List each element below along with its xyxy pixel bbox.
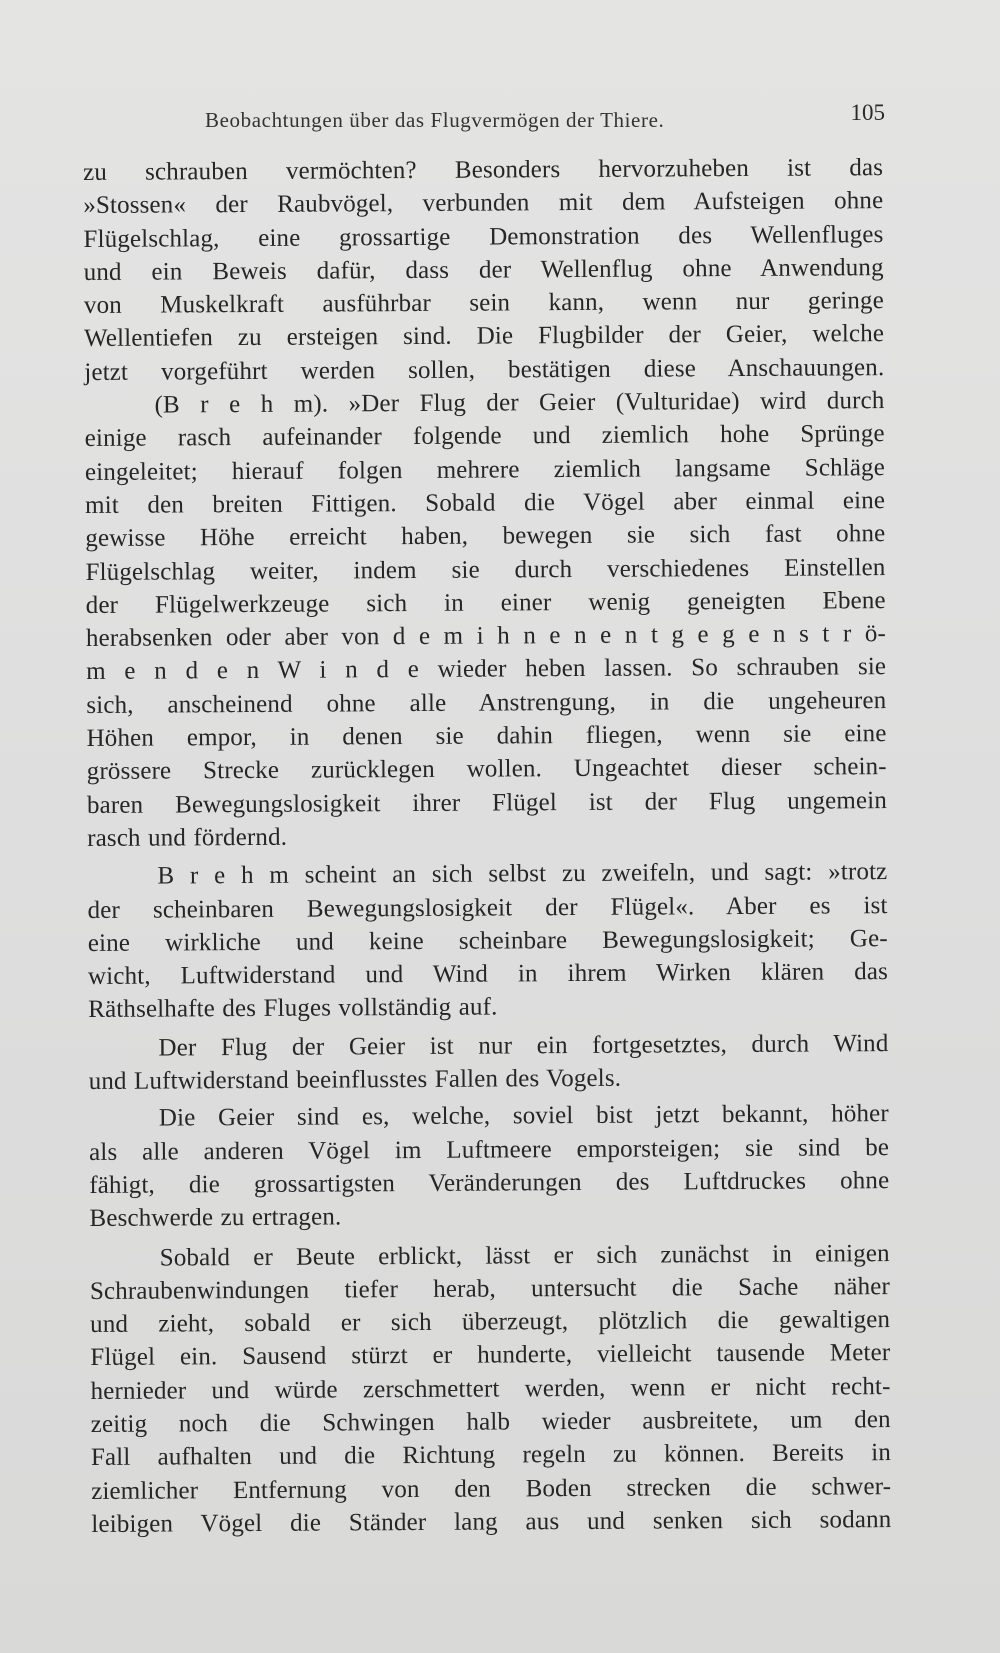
text-line: eingeleitet; hierauf folgen mehrere ziemlich langsame Schläge <box>84 453 885 486</box>
text-line: hernieder und würde zerschmettert werden, wenn er nicht recht- <box>90 1372 891 1405</box>
text-line: Wellentiefen zu ersteigen sind. Die Flugbilder der Geier, welche <box>84 320 885 353</box>
text-line: ziemlicher Entfernung von den Boden strecken die schwer- <box>91 1472 892 1505</box>
text-line: Flügel ein. Sausend stürzt er hunderte, vielleicht tausende Meter <box>90 1339 891 1372</box>
text-line: B r e h m scheint an sich selbst zu zweifeln, und sagt: »trotz <box>157 858 888 890</box>
text-line: als alle anderen Vögel im Luftmeere emporsteigen; sie sind be <box>89 1133 890 1166</box>
text-line: baren Bewegungslosigkeit ihrer Flügel ist der Flug ungemein <box>86 786 888 819</box>
text-line: Höhen empor, in denen sie dahin fliegen, wenn sie eine <box>86 720 887 753</box>
text-line: rasch und fördernd. <box>87 823 288 852</box>
running-head: Beobachtungen über das Flugvermögen der Thiere. <box>205 108 665 132</box>
text-line: Beschwerde zu ertragen. <box>89 1203 342 1233</box>
text-line: Der Flug der Geier ist nur ein fortgesetztes, durch Wind <box>158 1029 889 1062</box>
text-line: zeitig noch die Schwingen halb wieder ausbreitete, um den <box>90 1406 891 1438</box>
text-line: der scheinbaren Bewegungslosigkeit der Flügel«. Aber es ist <box>87 891 888 924</box>
text-line: einige rasch aufeinander folgende und ziemlich hohe Sprünge <box>84 420 885 453</box>
text-line: und ein Beweis dafür, dass der Wellenflug ohne Anwendung <box>83 254 884 286</box>
text-line: fähigt, die grossartigsten Veränderungen des Luftdruckes ohne <box>89 1167 890 1199</box>
text-line: wicht, Luftwiderstand und Wind in ihrem Wirken klären das <box>87 958 889 991</box>
text-line: jetzt vorgeführt werden sollen, bestätigen diese Anschauungen. <box>84 353 885 386</box>
text-line: gewisse Höhe erreicht haben, bewegen sie sich fast ohne <box>85 520 886 553</box>
text-line: herabsenken oder aber von d e m i h n e n e n t g e g e n s t r ö- <box>85 620 887 653</box>
text-line: leibigen Vögel die Ständer lang aus und senken sich sodann <box>91 1505 892 1538</box>
text-line: der Flügelwerkzeuge sich in einer wenig geneigten Ebene <box>85 586 886 619</box>
text-line: Schraubenwindungen tiefer herab, untersucht die Sache näher <box>89 1272 891 1305</box>
text-line: mit den breiten Fittigen. Sobald die Vögel aber einmal eine <box>85 487 886 519</box>
text-line: zu schrauben vermöchten? Besonders hervorzuheben ist das <box>83 154 884 186</box>
text-line: Flügelschlag, eine grossartige Demonstration des Wellenfluges <box>83 220 884 253</box>
text-line: m e n d e n W i n d e wieder heben lassen. So schrauben sie <box>86 653 887 686</box>
text-line: sich, anscheinend ohne alle Anstrengung, in die ungeheuren <box>86 686 887 719</box>
text-line: und Luftwiderstand beeinflusstes Fallen des Vogels. <box>88 1064 622 1095</box>
text-line: Die Geier sind es, welche, soviel bist jetzt bekannt, höher <box>158 1100 889 1132</box>
page-header <box>205 96 885 136</box>
text-line: grössere Strecke zurücklegen wollen. Ungeachtet dieser schein- <box>86 753 887 786</box>
page-number: 105 <box>850 100 885 125</box>
text-line: von Muskelkraft ausführbar sein kann, wenn nur geringe <box>83 287 884 320</box>
text-line: Räthselhafte des Fluges vollständig auf. <box>88 993 498 1024</box>
text-line: (B r e h m). »Der Flug der Geier (Vulturidae) wird durch <box>154 387 885 419</box>
text-line: Fall aufhalten und die Richtung regeln zu können. Bereits in <box>90 1439 892 1472</box>
text-line: »Stossen« der Raubvögel, verbunden mit dem Aufsteigen ohne <box>83 187 884 220</box>
text-line: Flügelschlag weiter, indem sie durch verschiedenes Einstellen <box>85 553 886 586</box>
text-line: und zieht, sobald er sich überzeugt, plötzlich die gewaltigen <box>90 1306 891 1339</box>
body-text <box>83 151 891 1541</box>
text-line: Sobald er Beute erblickt, lässt er sich zunächst in einigen <box>159 1239 890 1272</box>
text-line: eine wirkliche und keine scheinbare Bewegungslosigkeit; Ge- <box>87 924 888 957</box>
